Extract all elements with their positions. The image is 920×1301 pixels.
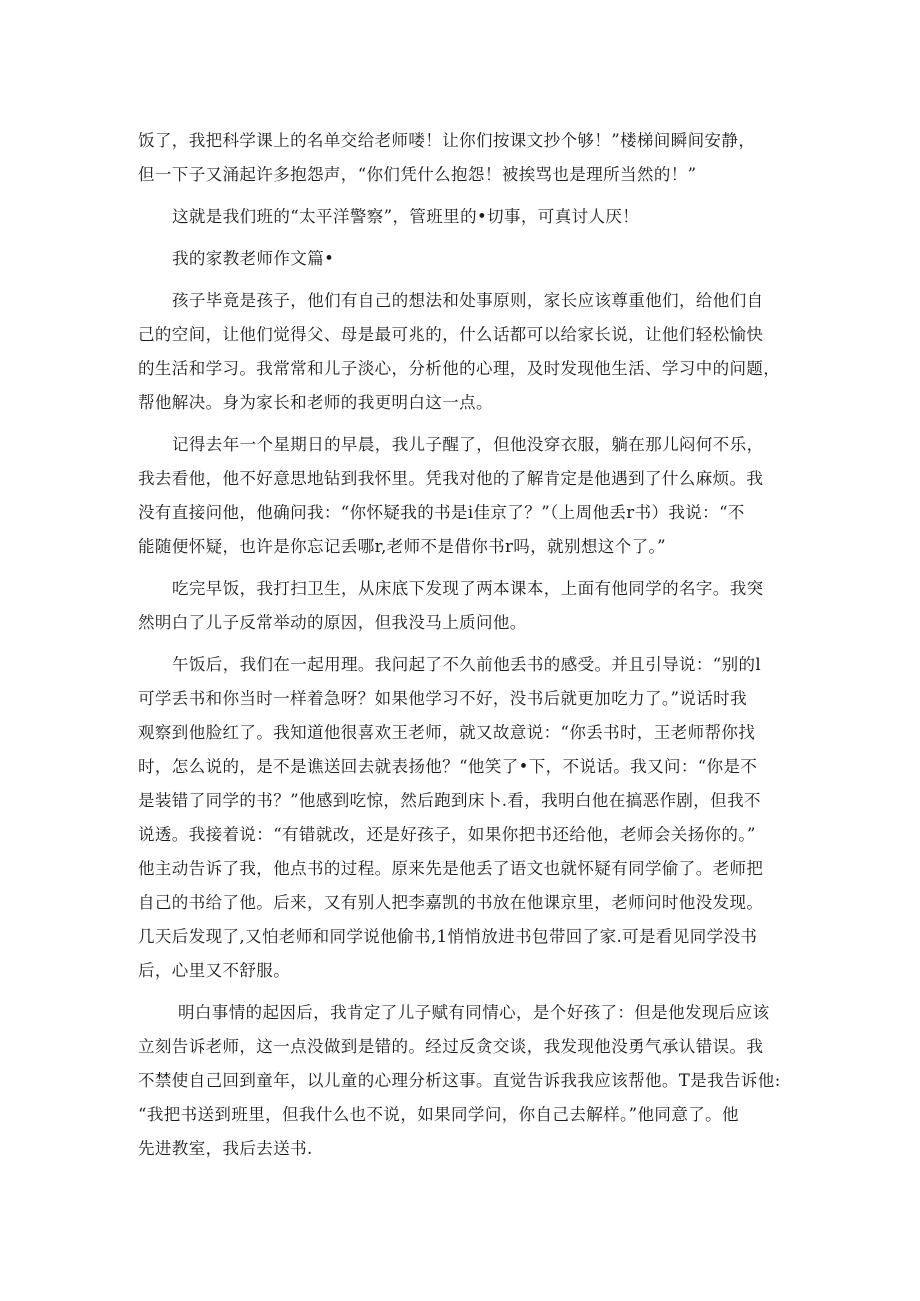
text-line: 明白事情的起因后，我肯定了儿子赋有同情心，是个好孩了：但是他发现后应该 <box>178 1003 770 1022</box>
paragraph <box>138 200 788 234</box>
text-line: 说透。我接着说：“有错就改，还是好孩子，如果你把书还给他，老师会关扬你的。” <box>138 825 756 844</box>
text-line: 但一下子又涌起许多抱怨声，“你们凭什么抱怨！被挨骂也是理所当然的！” <box>138 165 697 184</box>
paragraph <box>138 572 788 640</box>
text-line: 能随便怀疑，也许是你忘记丢哪r,老师不是借你书r吗，就别想这个了。” <box>138 537 666 556</box>
text-line: 记得去年一个星期日的早晨，我儿子醒了，但他没穿衣服，躺在那儿闷何不乐， <box>172 435 764 454</box>
text-line: 可学丢书和你当时一样着急呀？如果他学习不好，没书后就更加吃力了。”说话时我 <box>138 689 747 708</box>
text-line: 饭了，我把科学课上的名单交给老师喽！让你们按课文抄个够！”楼梯间瞬间安静， <box>138 131 756 150</box>
paragraph <box>138 284 788 420</box>
text-line: 立刻告诉老师，这一点没做到是错的。经过反贪交谈，我发现他没勇气承认错误。我 <box>138 1037 764 1056</box>
text-line: 先进教室，我后去送书. <box>138 1139 313 1158</box>
text-line: 观察到他脸红了。我知道他很喜欢王老师，就又故意说：“你丢书时，王老师帮你找 <box>138 723 756 742</box>
text-line: 几天后发现了,又怕老师和同学说他偷书,1悄悄放进书包带回了家.可是看见同学没书 <box>138 927 758 946</box>
heading-text: 我的家教老师作文篇• <box>172 249 335 268</box>
text-line: 午饭后，我们在一起用理。我问起了不久前他丢书的感受。并且引导说：“别的l <box>172 655 762 674</box>
text-line: 他主动告诉了我，他点书的过程。原来先是他丢了语文也就怀疑有同学偷了。老师把 <box>138 859 764 878</box>
paragraph <box>138 428 788 564</box>
text-line: 然明白了儿子反常举动的原因，但我没马上质问他。 <box>138 613 527 632</box>
text-line: 的生活和学习。我常常和儿子淡心，分析他的心理，及时发现他生活、学习中的问题， <box>138 359 781 378</box>
text-line: 后，心里又不舒服。 <box>138 961 291 980</box>
paragraph <box>138 996 788 1166</box>
text-line: 帮他解决。身为家长和老师的我更明白这一点。 <box>138 393 493 412</box>
paragraph <box>138 648 788 988</box>
section-heading <box>138 242 788 276</box>
text-line: 吃完早饭，我打扫卫生，从床底下发现了两本课本，上面有他同学的名字。我突 <box>172 579 764 598</box>
text-line: 是装错了同学的书？”他感到吃惊，然后跑到床卜.看，我明白他在搞恶作剧，但我不 <box>138 791 761 810</box>
text-line: 没有直接问他，他确问我：“你怀疑我的书是i佳京了？”（上周他丢r书）我说：“不 <box>138 503 745 522</box>
text-line: “我把书送到班里，但我什么也不说，如果同学问，你自己去解样。”他同意了。他 <box>138 1105 739 1124</box>
paragraph <box>138 124 788 192</box>
text-line: 孩子毕竟是孩子，他们有自己的想法和处事原则，家长应该尊重他们，给他们自 <box>172 291 764 310</box>
text-line: 时，怎么说的，是不是谯送回去就表扬他？“他笑了•下，不说话。我又问：“你是不 <box>138 757 758 776</box>
text-line: 这就是我们班的“太平洋警察”，管班里的•切事，可真讨人厌！ <box>172 207 640 226</box>
text-line: 我去看他，他不好意思地钻到我怀里。凭我对他的了解肯定是他遇到了什么麻烦。我 <box>138 469 764 488</box>
text-line: 己的空间，让他们觉得父、母是最可兆的，什么话都可以给家长说，让他们轻松愉快 <box>138 325 764 344</box>
document-body <box>138 124 788 1166</box>
text-line: 自己的书给了他。后来，又有别人把李嘉凯的书放在他课京里，老师问时他没发现。 <box>138 893 764 912</box>
text-line: 不禁使自己回到童年，以儿童的心理分析这事。直觉告诉我我应该帮他。T是我告诉他: <box>138 1071 781 1090</box>
